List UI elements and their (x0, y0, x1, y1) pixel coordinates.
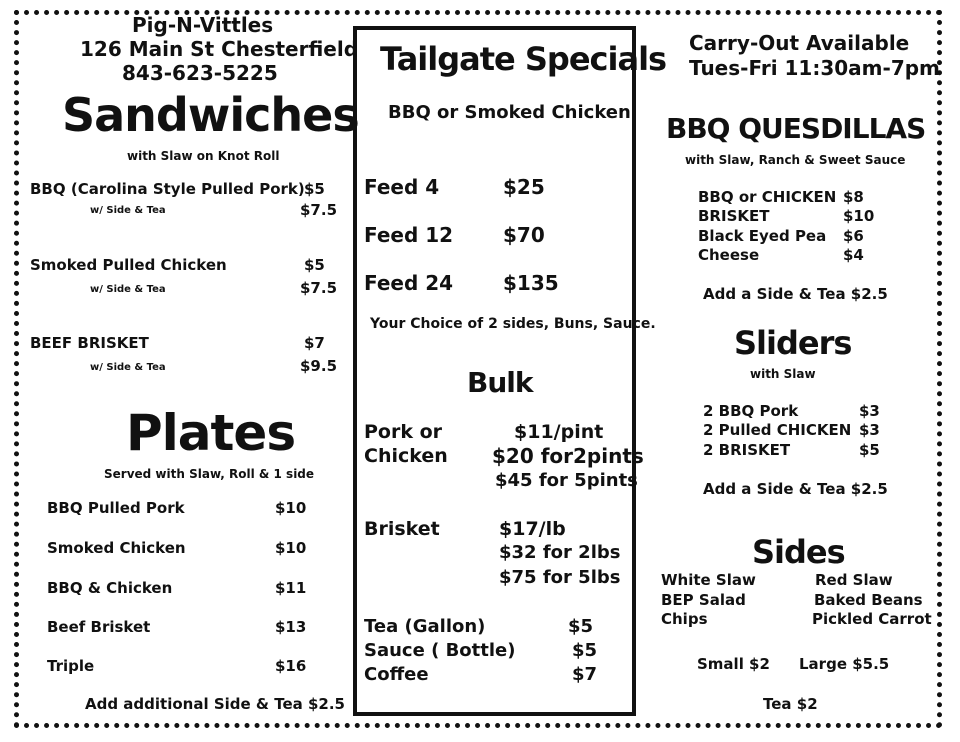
side-large-price: Large $5.5 (799, 655, 890, 673)
quesadilla-item-price: $8 (843, 188, 864, 206)
bulk-pork-label: Pork or (364, 421, 443, 443)
carryout-line1: Carry-Out Available (689, 31, 910, 55)
tailgate-item-name: Feed 4 (364, 175, 440, 199)
quesadilla-item-name: Black Eyed Pea (698, 227, 827, 245)
slider-item-name: 2 Pulled CHICKEN (703, 421, 852, 439)
quesadillas-subtitle: with Slaw, Ranch & Sweet Sauce (685, 153, 906, 167)
sandwich-side-price: $7.5 (300, 201, 338, 219)
sandwich-side-label: w/ Side & Tea (90, 362, 166, 373)
quesadilla-item-name: BRISKET (698, 207, 770, 225)
tailgate-item-price: $135 (503, 271, 559, 295)
sandwich-item-price: $7 (304, 334, 325, 352)
drink-item-price: $5 (572, 640, 598, 661)
tea-price: Tea $2 (763, 695, 818, 713)
restaurant-address: 126 Main St Chesterfield (80, 37, 359, 61)
tailgate-item-price: $70 (503, 223, 545, 247)
plates-title: Plates (126, 404, 296, 462)
bulk-brisket-price: $32 for 2lbs (499, 542, 621, 563)
bulk-brisket-price: $17/lb (499, 518, 566, 540)
bulk-pork-price: $11/pint (514, 421, 604, 443)
side-item: Pickled Carrot (812, 610, 932, 628)
tailgate-note: Your Choice of 2 sides, Buns, Sauce. (370, 316, 656, 332)
plate-item-price: $10 (275, 539, 307, 557)
bulk-chicken-label: Chicken (364, 445, 448, 467)
tailgate-item-name: Feed 24 (364, 271, 454, 295)
quesadilla-item-name: Cheese (698, 246, 760, 264)
sandwich-side-label: w/ Side & Tea (90, 205, 166, 216)
plate-item-name: Triple (47, 657, 95, 675)
side-item: Chips (661, 610, 708, 628)
sides-title: Sides (752, 533, 845, 571)
sandwich-side-price: $7.5 (300, 279, 338, 297)
tailgate-item-price: $25 (503, 175, 545, 199)
sandwich-side-price: $9.5 (300, 357, 338, 375)
plate-item-name: Beef Brisket (47, 618, 151, 636)
slider-item-price: $3 (859, 421, 880, 439)
tailgate-item-name: Feed 12 (364, 223, 454, 247)
drink-item-name: Sauce ( Bottle) (364, 640, 516, 661)
sandwich-item-name: Smoked Pulled Chicken (30, 256, 227, 274)
sandwich-item-name: BEEF BRISKET (30, 334, 149, 352)
restaurant-name: Pig-N-Vittles (132, 13, 274, 37)
bulk-brisket-price: $75 for 5lbs (499, 567, 621, 588)
quesadilla-item-price: $10 (843, 207, 875, 225)
drink-item-price: $5 (568, 616, 594, 637)
quesadilla-item-name: BBQ or CHICKEN (698, 188, 837, 206)
plate-item-price: $10 (275, 499, 307, 517)
side-item: White Slaw (661, 571, 756, 589)
restaurant-phone: 843-623-5225 (122, 61, 278, 85)
sandwiches-subtitle: with Slaw on Knot Roll (127, 149, 280, 163)
quesadillas-title: BBQ QUESDILLAS (666, 112, 926, 145)
sandwich-item-price: $5 (304, 256, 325, 274)
sliders-title: Sliders (734, 324, 852, 362)
tailgate-subtitle: BBQ or Smoked Chicken (388, 102, 631, 123)
slider-item-name: 2 BBQ Pork (703, 402, 799, 420)
carryout-hours: Tues-Fri 11:30am-7pm (689, 56, 940, 80)
slider-item-name: 2 BRISKET (703, 441, 791, 459)
side-small-price: Small $2 (697, 655, 770, 673)
drink-item-name: Tea (Gallon) (364, 616, 486, 637)
side-item: Baked Beans (814, 591, 923, 609)
tailgate-title: Tailgate Specials (380, 40, 667, 78)
drink-item-price: $7 (572, 664, 598, 685)
sliders-footer: Add a Side & Tea $2.5 (703, 480, 888, 498)
slider-item-price: $3 (859, 402, 880, 420)
plate-item-price: $11 (275, 579, 307, 597)
side-item: BEP Salad (661, 591, 746, 609)
plate-item-price: $13 (275, 618, 307, 636)
bulk-title: Bulk (467, 366, 533, 399)
plate-item-name: Smoked Chicken (47, 539, 186, 557)
sliders-subtitle: with Slaw (750, 367, 816, 381)
quesadilla-item-price: $4 (843, 246, 864, 264)
plates-footer: Add additional Side & Tea $2.5 (85, 695, 345, 713)
bulk-brisket-label: Brisket (364, 518, 440, 540)
plates-subtitle: Served with Slaw, Roll & 1 side (104, 467, 315, 481)
plate-item-name: BBQ & Chicken (47, 579, 173, 597)
plate-item-price: $16 (275, 657, 307, 675)
sandwich-side-label: w/ Side & Tea (90, 284, 166, 295)
bulk-pork-price: $45 for 5pints (495, 470, 638, 491)
bulk-pork-price: $20 for2pints (492, 444, 644, 468)
sandwich-item-price: $5 (304, 180, 325, 198)
sandwich-item-name: BBQ (Carolina Style Pulled Pork) (30, 180, 305, 198)
drink-item-name: Coffee (364, 664, 429, 685)
quesadilla-item-price: $6 (843, 227, 864, 245)
slider-item-price: $5 (859, 441, 880, 459)
side-item: Red Slaw (815, 571, 893, 589)
plate-item-name: BBQ Pulled Pork (47, 499, 185, 517)
sandwiches-title: Sandwiches (62, 88, 359, 142)
quesadillas-footer: Add a Side & Tea $2.5 (703, 285, 888, 303)
